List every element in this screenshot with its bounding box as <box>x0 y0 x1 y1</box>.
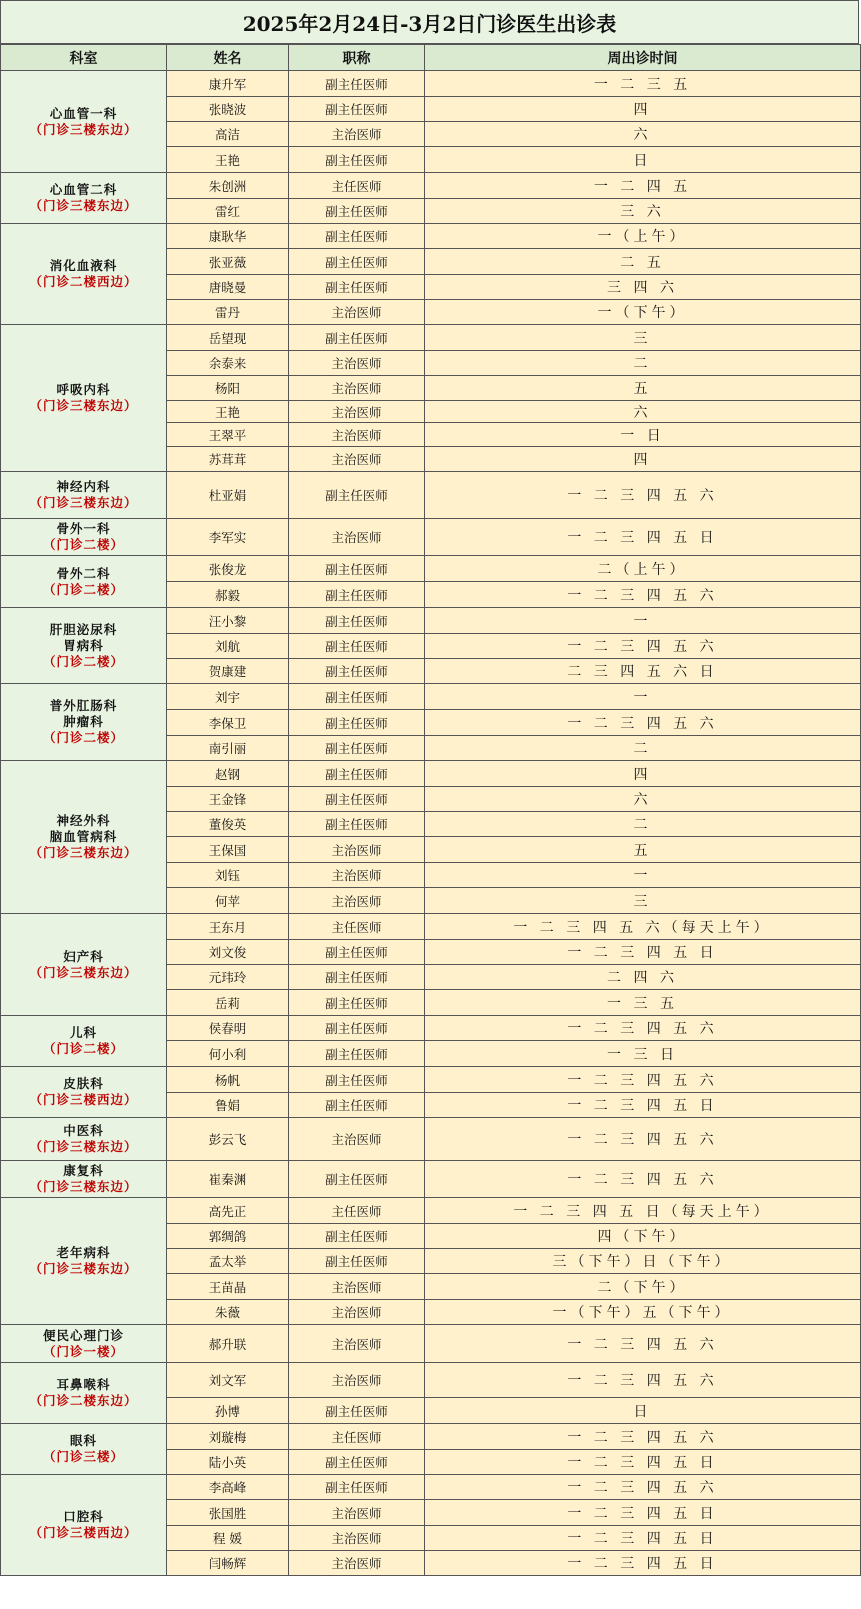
doctor-name-cell: 王翠平 <box>167 423 289 447</box>
doctor-title-cell: 副主任医师 <box>289 1093 425 1118</box>
department-cell <box>1 556 167 608</box>
doctor-title-cell: 主治医师 <box>289 447 425 472</box>
department-name: 普外肛肠科 <box>49 698 118 713</box>
table-row <box>1 472 861 519</box>
doctor-name-cell: 高先正 <box>167 1198 289 1224</box>
doctor-name-cell: 王苗晶 <box>167 1274 289 1300</box>
doctor-title-cell: 副主任医师 <box>289 556 425 582</box>
schedule-table <box>0 44 861 1576</box>
table-row <box>1 556 861 582</box>
doctor-name-cell: 刘宇 <box>167 684 289 710</box>
doctor-title-cell: 主治医师 <box>289 1500 425 1526</box>
department-name: 妇产科 <box>63 948 104 964</box>
clinic-days-cell: 一 三 五 <box>425 990 861 1016</box>
doctor-title-cell: 副主任医师 <box>289 812 425 837</box>
clinic-days-cell: 一 二 三 四 五 六 <box>425 1161 861 1198</box>
doctor-name-cell: 南引丽 <box>167 736 289 761</box>
doctor-title-cell: 副主任医师 <box>289 684 425 710</box>
department-name: 肝胆泌尿科 <box>49 621 118 637</box>
table-row <box>1 1363 861 1398</box>
doctor-title-cell: 主治医师 <box>289 376 425 401</box>
clinic-days-cell: 四 <box>425 761 861 787</box>
table-row <box>1 519 861 556</box>
doctor-title-cell: 副主任医师 <box>289 1161 425 1198</box>
department-cell <box>1 761 167 914</box>
table-row <box>1 224 861 249</box>
doctor-name-cell: 张亚薇 <box>167 249 289 275</box>
doctor-name-cell: 王金锋 <box>167 787 289 812</box>
doctor-title-cell: 副主任医师 <box>289 1249 425 1274</box>
table-row <box>1 1118 861 1161</box>
doctor-title-cell: 主治医师 <box>289 1551 425 1576</box>
department-name: 便民心理门诊 <box>42 1327 124 1343</box>
doctor-title-cell: 主治医师 <box>289 423 425 447</box>
doctor-title-cell: 主治医师 <box>289 1274 425 1300</box>
doctor-title-cell: 主任医师 <box>289 1424 425 1450</box>
doctor-name-cell: 张晓波 <box>167 97 289 122</box>
doctor-title-cell: 副主任医师 <box>289 147 425 173</box>
doctor-name-cell: 刘文俊 <box>167 940 289 965</box>
department-cell <box>1 1198 167 1325</box>
page-title: 2025年2月24日-3月2日门诊医生出诊表 <box>0 0 859 44</box>
doctor-name-cell: 陆小英 <box>167 1450 289 1475</box>
clinic-days-cell: 一 二 三 四 五 日 <box>425 519 861 556</box>
doctor-name-cell: 刘钰 <box>167 863 289 888</box>
doctor-name-cell: 贺康建 <box>167 659 289 684</box>
doctor-name-cell: 刘航 <box>167 634 289 659</box>
doctor-name-cell: 唐晓曼 <box>167 275 289 300</box>
doctor-name-cell: 杨帆 <box>167 1067 289 1093</box>
schedule-body <box>1 71 861 1576</box>
doctor-title-cell: 主治医师 <box>289 401 425 423</box>
department-location: （门诊一楼） <box>42 1343 124 1359</box>
department-location: （门诊二楼） <box>42 537 124 552</box>
doctor-title-cell: 副主任医师 <box>289 1016 425 1041</box>
doctor-name-cell: 孟太举 <box>167 1249 289 1274</box>
doctor-title-cell: 主治医师 <box>289 837 425 863</box>
doctor-name-cell: 康耿华 <box>167 224 289 249</box>
doctor-title-cell: 主治医师 <box>289 1526 425 1551</box>
doctor-name-cell: 郭绸鸽 <box>167 1224 289 1249</box>
doctor-title-cell: 副主任医师 <box>289 224 425 249</box>
doctor-name-cell: 郝升联 <box>167 1325 289 1363</box>
doctor-title-cell: 主任医师 <box>289 1198 425 1224</box>
clinic-days-cell: 一 <box>425 608 861 634</box>
department-cell <box>1 1118 167 1161</box>
doctor-name-cell: 李保卫 <box>167 710 289 736</box>
doctor-name-cell: 元玮玲 <box>167 965 289 990</box>
doctor-name-cell: 程 媛 <box>167 1526 289 1551</box>
department-cell <box>1 684 167 761</box>
clinic-days-cell: 一 二 三 四 五 六 <box>425 472 861 519</box>
department-name: 肿瘤科 <box>63 714 104 729</box>
clinic-days-cell: 二 五 <box>425 249 861 275</box>
table-row <box>1 1198 861 1224</box>
doctor-title-cell: 主治医师 <box>289 1118 425 1161</box>
table-row <box>1 1067 861 1093</box>
department-name: 老年病科 <box>56 1245 111 1260</box>
clinic-days-cell: 三 <box>425 888 861 914</box>
doctor-name-cell: 余泰来 <box>167 351 289 376</box>
clinic-days-cell: 三 四 六 <box>425 275 861 300</box>
doctor-name-cell: 王艳 <box>167 147 289 173</box>
doctor-title-cell: 副主任医师 <box>289 249 425 275</box>
clinic-days-cell: 一 二 三 四 五 六 <box>425 1118 861 1161</box>
clinic-days-cell: 一 二 三 四 五 六 <box>425 1016 861 1041</box>
doctor-name-cell: 李军实 <box>167 519 289 556</box>
department-name: 呼吸内科 <box>56 382 111 397</box>
clinic-days-cell: 一（下午） <box>425 300 861 325</box>
doctor-name-cell: 岳莉 <box>167 990 289 1016</box>
department-location: （门诊二楼西边） <box>29 274 138 289</box>
doctor-title-cell: 副主任医师 <box>289 97 425 122</box>
table-row <box>1 71 861 97</box>
doctor-title-cell: 副主任医师 <box>289 325 425 351</box>
clinic-days-cell: 一 二 四 五 <box>425 173 861 199</box>
doctor-name-cell: 汪小黎 <box>167 608 289 634</box>
clinic-days-cell: 一 <box>425 684 861 710</box>
department-cell <box>1 519 167 556</box>
clinic-days-cell: 二 三 四 五 六 日 <box>425 659 861 684</box>
department-location: （门诊三楼西边） <box>29 1092 138 1107</box>
department-name: 胃病科 <box>63 637 104 653</box>
doctor-name-cell: 侯春明 <box>167 1016 289 1041</box>
department-name: 皮肤科 <box>63 1076 104 1091</box>
doctor-title-cell: 副主任医师 <box>289 275 425 300</box>
doctor-name-cell: 何小利 <box>167 1041 289 1067</box>
clinic-days-cell: 四（下午） <box>425 1224 861 1249</box>
department-location: （门诊三楼东边） <box>29 121 138 137</box>
table-row <box>1 1475 861 1500</box>
doctor-title-cell: 主任医师 <box>289 173 425 199</box>
clinic-days-cell: 五 <box>425 376 861 401</box>
doctor-name-cell: 康升军 <box>167 71 289 97</box>
doctor-title-cell: 主治医师 <box>289 351 425 376</box>
doctor-name-cell: 雷丹 <box>167 300 289 325</box>
doctor-title-cell: 副主任医师 <box>289 1398 425 1424</box>
doctor-name-cell: 崔秦渊 <box>167 1161 289 1198</box>
department-location: （门诊二楼东边） <box>29 1393 138 1408</box>
clinic-days-cell: 二 <box>425 812 861 837</box>
clinic-days-cell: 六 <box>425 122 861 147</box>
doctor-name-cell: 彭云飞 <box>167 1118 289 1161</box>
doctor-title-cell: 副主任医师 <box>289 608 425 634</box>
department-location: （门诊三楼东边） <box>29 845 138 860</box>
department-name: 耳鼻喉科 <box>56 1377 111 1392</box>
doctor-name-cell: 王保国 <box>167 837 289 863</box>
clinic-days-cell: 一 二 三 五 <box>425 71 861 97</box>
doctor-name-cell: 王艳 <box>167 401 289 423</box>
clinic-days-cell: 三 <box>425 325 861 351</box>
clinic-days-cell: 一 二 三 四 五 日 <box>425 1526 861 1551</box>
department-location: （门诊三楼东边） <box>29 964 138 980</box>
department-name: 心血管一科 <box>49 105 118 121</box>
doctor-title-cell: 主治医师 <box>289 1325 425 1363</box>
clinic-days-cell: 日 <box>425 1398 861 1424</box>
doctor-title-cell: 副主任医师 <box>289 940 425 965</box>
department-cell <box>1 914 167 1016</box>
doctor-name-cell: 朱薇 <box>167 1300 289 1325</box>
department-name: 神经外科 <box>56 813 111 828</box>
doctor-name-cell: 张国胜 <box>167 1500 289 1526</box>
clinic-days-cell: 一 二 三 四 五 六（每天上午） <box>425 914 861 940</box>
department-name: 儿科 <box>69 1025 97 1040</box>
department-location: （门诊三楼东边） <box>29 1261 138 1276</box>
department-name: 神经内科 <box>56 479 111 494</box>
header-department: 科室 <box>1 45 167 71</box>
doctor-title-cell: 副主任医师 <box>289 1041 425 1067</box>
department-name: 心血管二科 <box>49 182 118 197</box>
doctor-title-cell: 副主任医师 <box>289 736 425 761</box>
department-name: 消化血液科 <box>49 258 118 273</box>
doctor-name-cell: 鲁娟 <box>167 1093 289 1118</box>
clinic-days-cell: 一（下午）五（下午） <box>425 1300 861 1325</box>
doctor-name-cell: 杜亚娟 <box>167 472 289 519</box>
doctor-name-cell: 闫畅辉 <box>167 1551 289 1576</box>
department-name: 眼科 <box>69 1433 97 1448</box>
table-row <box>1 173 861 199</box>
department-cell <box>1 224 167 325</box>
clinic-days-cell: 一 二 三 四 五 六 <box>425 1424 861 1450</box>
table-row <box>1 608 861 634</box>
department-cell <box>1 1325 167 1363</box>
clinic-days-cell: 二（上午） <box>425 556 861 582</box>
department-cell <box>1 608 167 684</box>
doctor-title-cell: 副主任医师 <box>289 1224 425 1249</box>
doctor-name-cell: 何苹 <box>167 888 289 914</box>
department-location: （门诊二楼） <box>42 581 124 597</box>
clinic-days-cell: 一 日 <box>425 423 861 447</box>
doctor-title-cell: 主治医师 <box>289 300 425 325</box>
table-row <box>1 1016 861 1041</box>
clinic-days-cell: 一 二 三 四 五 六 <box>425 1363 861 1398</box>
department-location: （门诊三楼东边） <box>29 198 138 213</box>
department-location: （门诊二楼） <box>42 1041 124 1056</box>
clinic-days-cell: 五 <box>425 837 861 863</box>
table-row <box>1 1325 861 1363</box>
table-row <box>1 325 861 351</box>
department-name: 口腔科 <box>63 1509 104 1524</box>
doctor-name-cell: 张俊龙 <box>167 556 289 582</box>
clinic-days-cell: 六 <box>425 401 861 423</box>
doctor-title-cell: 副主任医师 <box>289 659 425 684</box>
clinic-days-cell: 一 三 日 <box>425 1041 861 1067</box>
clinic-days-cell: 一 二 三 四 五 日（每天上午） <box>425 1198 861 1224</box>
department-location: （门诊三楼东边） <box>29 398 138 413</box>
doctor-title-cell: 副主任医师 <box>289 472 425 519</box>
clinic-days-cell: 一 二 三 四 五 六 <box>425 634 861 659</box>
doctor-title-cell: 副主任医师 <box>289 71 425 97</box>
doctor-title-cell: 副主任医师 <box>289 761 425 787</box>
clinic-days-cell: 三（下午）日（下午） <box>425 1249 861 1274</box>
doctor-name-cell: 李高峰 <box>167 1475 289 1500</box>
doctor-name-cell: 刘璇梅 <box>167 1424 289 1450</box>
clinic-days-cell: 一 二 三 四 五 日 <box>425 1551 861 1576</box>
department-location: （门诊三楼东边） <box>29 495 138 510</box>
department-name: 中医科 <box>63 1123 104 1138</box>
department-name: 脑血管病科 <box>49 829 118 844</box>
header-clinic-days: 周出诊时间 <box>425 45 861 71</box>
clinic-days-cell: 一 二 三 四 五 日 <box>425 1500 861 1526</box>
doctor-name-cell: 赵钢 <box>167 761 289 787</box>
department-location: （门诊三楼） <box>42 1449 124 1464</box>
doctor-title-cell: 主治医师 <box>289 122 425 147</box>
clinic-days-cell: 四 <box>425 447 861 472</box>
doctor-title-cell: 副主任医师 <box>289 990 425 1016</box>
department-cell <box>1 173 167 224</box>
doctor-title-cell: 副主任医师 <box>289 1067 425 1093</box>
clinic-days-cell: 三 六 <box>425 199 861 224</box>
clinic-days-cell: 一 二 三 四 五 日 <box>425 940 861 965</box>
clinic-days-cell: 一 二 三 四 五 六 <box>425 1067 861 1093</box>
clinic-days-cell: 二 <box>425 351 861 376</box>
doctor-name-cell: 苏茸茸 <box>167 447 289 472</box>
doctor-title-cell: 主治医师 <box>289 1300 425 1325</box>
table-row <box>1 684 861 710</box>
clinic-days-cell: 四 <box>425 97 861 122</box>
doctor-title-cell: 副主任医师 <box>289 199 425 224</box>
doctor-name-cell: 朱创洲 <box>167 173 289 199</box>
doctor-name-cell: 王东月 <box>167 914 289 940</box>
doctor-title-cell: 副主任医师 <box>289 582 425 608</box>
doctor-name-cell: 岳望现 <box>167 325 289 351</box>
header-title: 职称 <box>289 45 425 71</box>
clinic-days-cell: 一 二 三 四 五 六 <box>425 1475 861 1500</box>
doctor-title-cell: 副主任医师 <box>289 787 425 812</box>
clinic-days-cell: 二（下午） <box>425 1274 861 1300</box>
doctor-title-cell: 副主任医师 <box>289 634 425 659</box>
department-name: 骨外一科 <box>56 521 111 536</box>
department-name: 康复科 <box>63 1163 104 1178</box>
department-cell <box>1 325 167 472</box>
department-location: （门诊三楼西边） <box>29 1525 138 1540</box>
doctor-title-cell: 副主任医师 <box>289 1450 425 1475</box>
doctor-title-cell: 主治医师 <box>289 863 425 888</box>
doctor-name-cell: 杨阳 <box>167 376 289 401</box>
department-cell <box>1 1161 167 1198</box>
clinic-days-cell: 一 二 三 四 五 六 <box>425 710 861 736</box>
clinic-days-cell: 一（上午） <box>425 224 861 249</box>
table-row <box>1 761 861 787</box>
department-location: （门诊二楼） <box>42 730 124 745</box>
doctor-title-cell: 主治医师 <box>289 1363 425 1398</box>
department-cell <box>1 1016 167 1067</box>
doctor-title-cell: 副主任医师 <box>289 710 425 736</box>
doctor-title-cell: 主任医师 <box>289 914 425 940</box>
header-name: 姓名 <box>167 45 289 71</box>
clinic-days-cell: 二 四 六 <box>425 965 861 990</box>
clinic-days-cell: 六 <box>425 787 861 812</box>
doctor-name-cell: 刘文军 <box>167 1363 289 1398</box>
department-cell <box>1 1475 167 1576</box>
department-cell <box>1 1363 167 1424</box>
doctor-name-cell: 高洁 <box>167 122 289 147</box>
clinic-days-cell: 一 二 三 四 五 六 <box>425 1325 861 1363</box>
department-cell <box>1 472 167 519</box>
doctor-name-cell: 郝毅 <box>167 582 289 608</box>
doctor-title-cell: 副主任医师 <box>289 965 425 990</box>
table-row <box>1 1161 861 1198</box>
department-location: （门诊三楼东边） <box>29 1139 138 1154</box>
doctor-name-cell: 董俊英 <box>167 812 289 837</box>
department-name: 骨外二科 <box>56 565 111 581</box>
department-location: （门诊二楼） <box>42 653 124 669</box>
department-cell <box>1 1424 167 1475</box>
clinic-days-cell: 一 二 三 四 五 六 <box>425 582 861 608</box>
department-cell <box>1 1067 167 1118</box>
clinic-days-cell: 日 <box>425 147 861 173</box>
clinic-days-cell: 一 二 三 四 五 日 <box>425 1093 861 1118</box>
doctor-name-cell: 雷红 <box>167 199 289 224</box>
department-cell <box>1 71 167 173</box>
doctor-title-cell: 主治医师 <box>289 888 425 914</box>
doctor-title-cell: 主治医师 <box>289 519 425 556</box>
clinic-days-cell: 二 <box>425 736 861 761</box>
doctor-title-cell: 副主任医师 <box>289 1475 425 1500</box>
table-row <box>1 1424 861 1450</box>
table-row <box>1 914 861 940</box>
clinic-days-cell: 一 <box>425 863 861 888</box>
clinic-days-cell: 一 二 三 四 五 日 <box>425 1450 861 1475</box>
doctor-name-cell: 孙博 <box>167 1398 289 1424</box>
header-row <box>1 45 861 71</box>
department-location: （门诊三楼东边） <box>29 1179 138 1194</box>
